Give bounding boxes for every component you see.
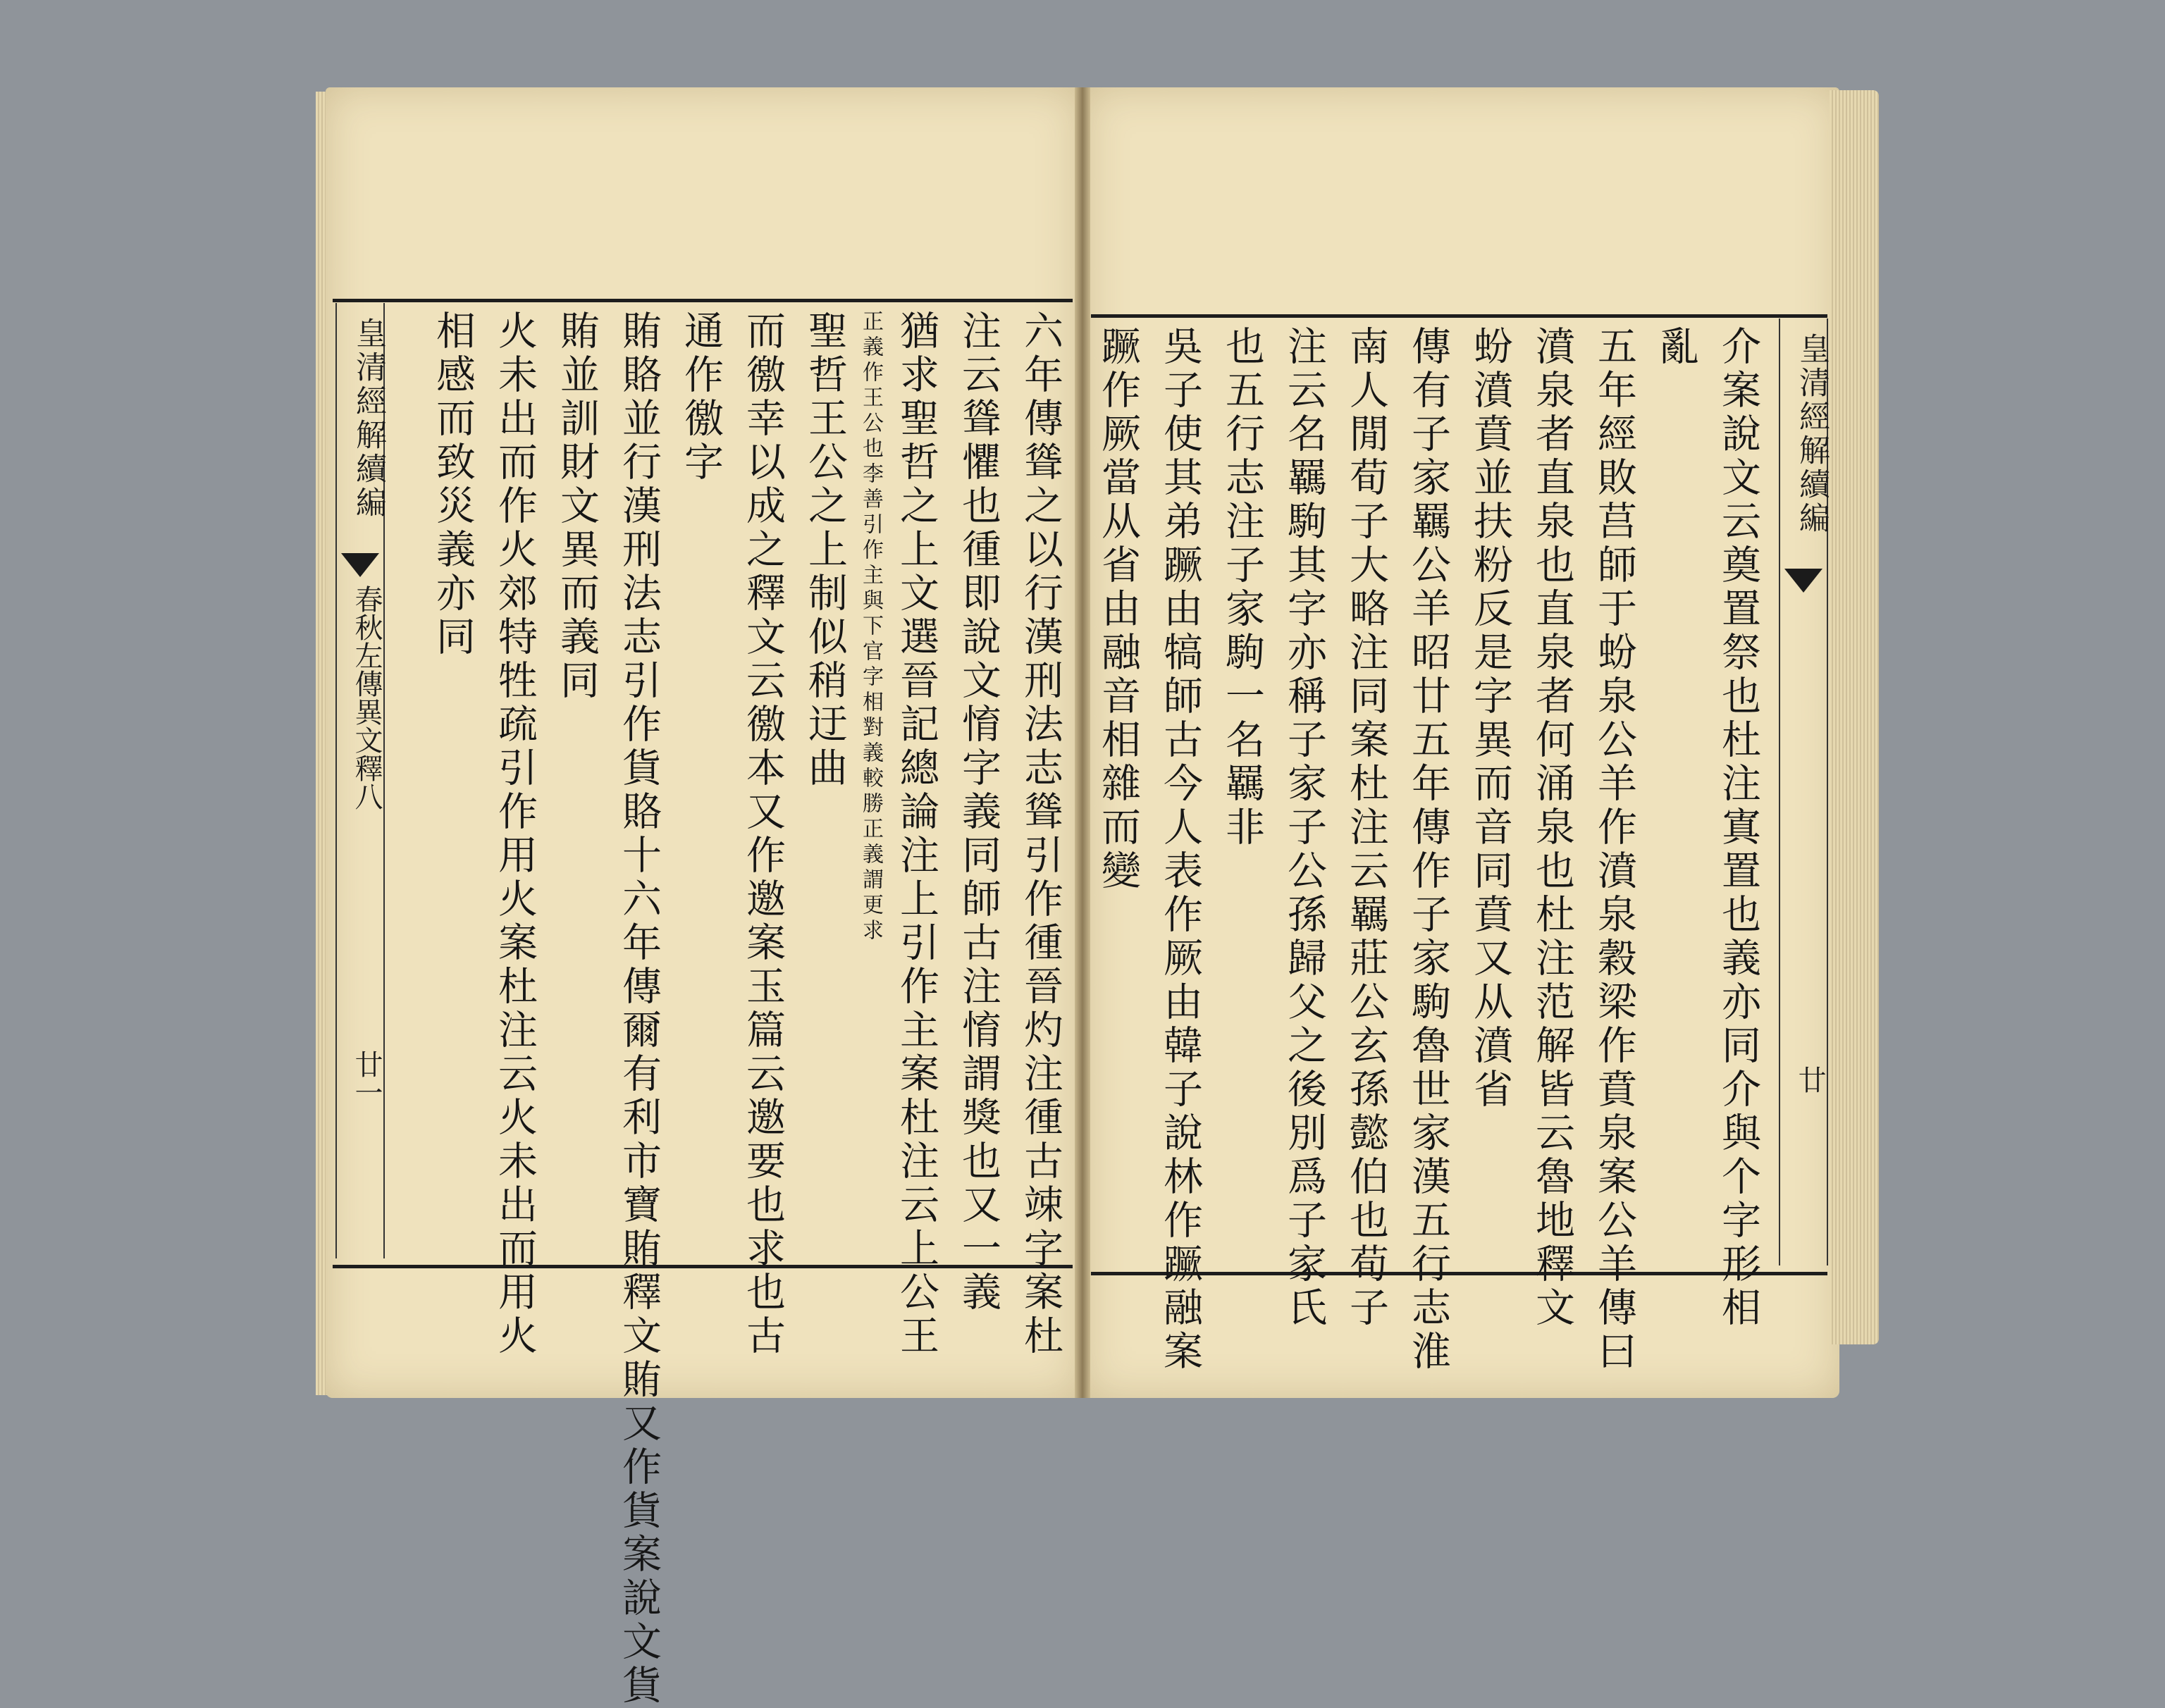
text-column: 吳子使其弟蹶由犒師古今人表作厥由韓子說林作蹶融案 bbox=[1157, 326, 1203, 1374]
right-book-title: 皇清經解續編 bbox=[1794, 333, 1830, 536]
text-column: 注云聳懼也㣫即說文㥔字義同師古注㥔謂獎也又一義 bbox=[956, 310, 1001, 1315]
text-column: 五年經敗莒師于蚡泉公羊作濆泉穀梁作賁泉案公羊傳曰 bbox=[1591, 326, 1637, 1374]
text-column: 傳有子家羈公羊昭廿五年傳作子家駒魯世家漢五行志淮 bbox=[1405, 326, 1451, 1374]
text-column: 蹶作厥當从省由融音相雜而變 bbox=[1095, 326, 1141, 893]
text-column: 賄並訓財文異而義同 bbox=[554, 310, 600, 703]
text-column: 而徼幸以成之釋文云徼本又作邀案玉篇云邀要也求也古 bbox=[740, 310, 786, 1359]
right-margin-column bbox=[1779, 318, 1828, 1265]
fish-tail-mark bbox=[341, 553, 379, 577]
text-column: 注云名羈駒其字亦稱子家子公孫歸父之後別爲子家氏 bbox=[1281, 326, 1327, 1330]
page-edge-right bbox=[1830, 90, 1879, 1344]
text-column: 濆泉者直泉也直泉者何涌泉也杜注范解皆云魯地釋文 bbox=[1529, 326, 1575, 1330]
left-book-title: 皇清經解續編 bbox=[350, 317, 386, 520]
left-margin-column bbox=[335, 303, 385, 1258]
text-column: 南人閒荀子大略注同案杜注云羈莊公玄孫懿伯也荀子 bbox=[1343, 326, 1389, 1330]
text-column: 六年傳聳之以行漢刑法志聳引作㣫晉灼注㣫古竦字案杜 bbox=[1018, 310, 1063, 1359]
text-column: 相感而致災義亦同 bbox=[430, 310, 476, 660]
fish-tail-mark bbox=[1784, 569, 1822, 593]
text-column: 火未出而作火郊特牲疏引作用火案杜注云火未出而用火 bbox=[492, 310, 538, 1359]
text-column: 也五行志注子家駒一名羈非 bbox=[1219, 326, 1265, 850]
text-column-annotation: 正義作王公也李善引作主與下官字相對義較勝正義謂更求 bbox=[858, 310, 883, 944]
left-page-text bbox=[395, 310, 1071, 1708]
text-column: 亂 bbox=[1653, 326, 1699, 369]
left-chapter-title: 春秋左傳異文釋八 bbox=[350, 585, 383, 810]
text-column: 蚡濆賁並扶粉反是字異而音同賁又从濆省 bbox=[1467, 326, 1513, 1112]
right-page-text bbox=[1095, 326, 1769, 1374]
text-column: 猶求聖哲之上文選晉記總論注上引作主案杜注云上公王 bbox=[894, 310, 939, 1359]
text-column: 聖哲王公之上制似稍迂曲 bbox=[802, 310, 848, 791]
text-column: 通作徼字 bbox=[678, 310, 724, 485]
text-column: 介案說文云奠置祭也杜注寘置也義亦同介與个字形相 bbox=[1715, 326, 1761, 1330]
right-leaf-number: 廿 bbox=[1794, 1065, 1826, 1094]
text-column: 賄賂並行漢刑法志引作貨賂十六年傳爾有利市寶賄釋文賄又作貨案說文貨 bbox=[616, 310, 662, 1708]
left-leaf-number: 廿一 bbox=[350, 1050, 383, 1106]
